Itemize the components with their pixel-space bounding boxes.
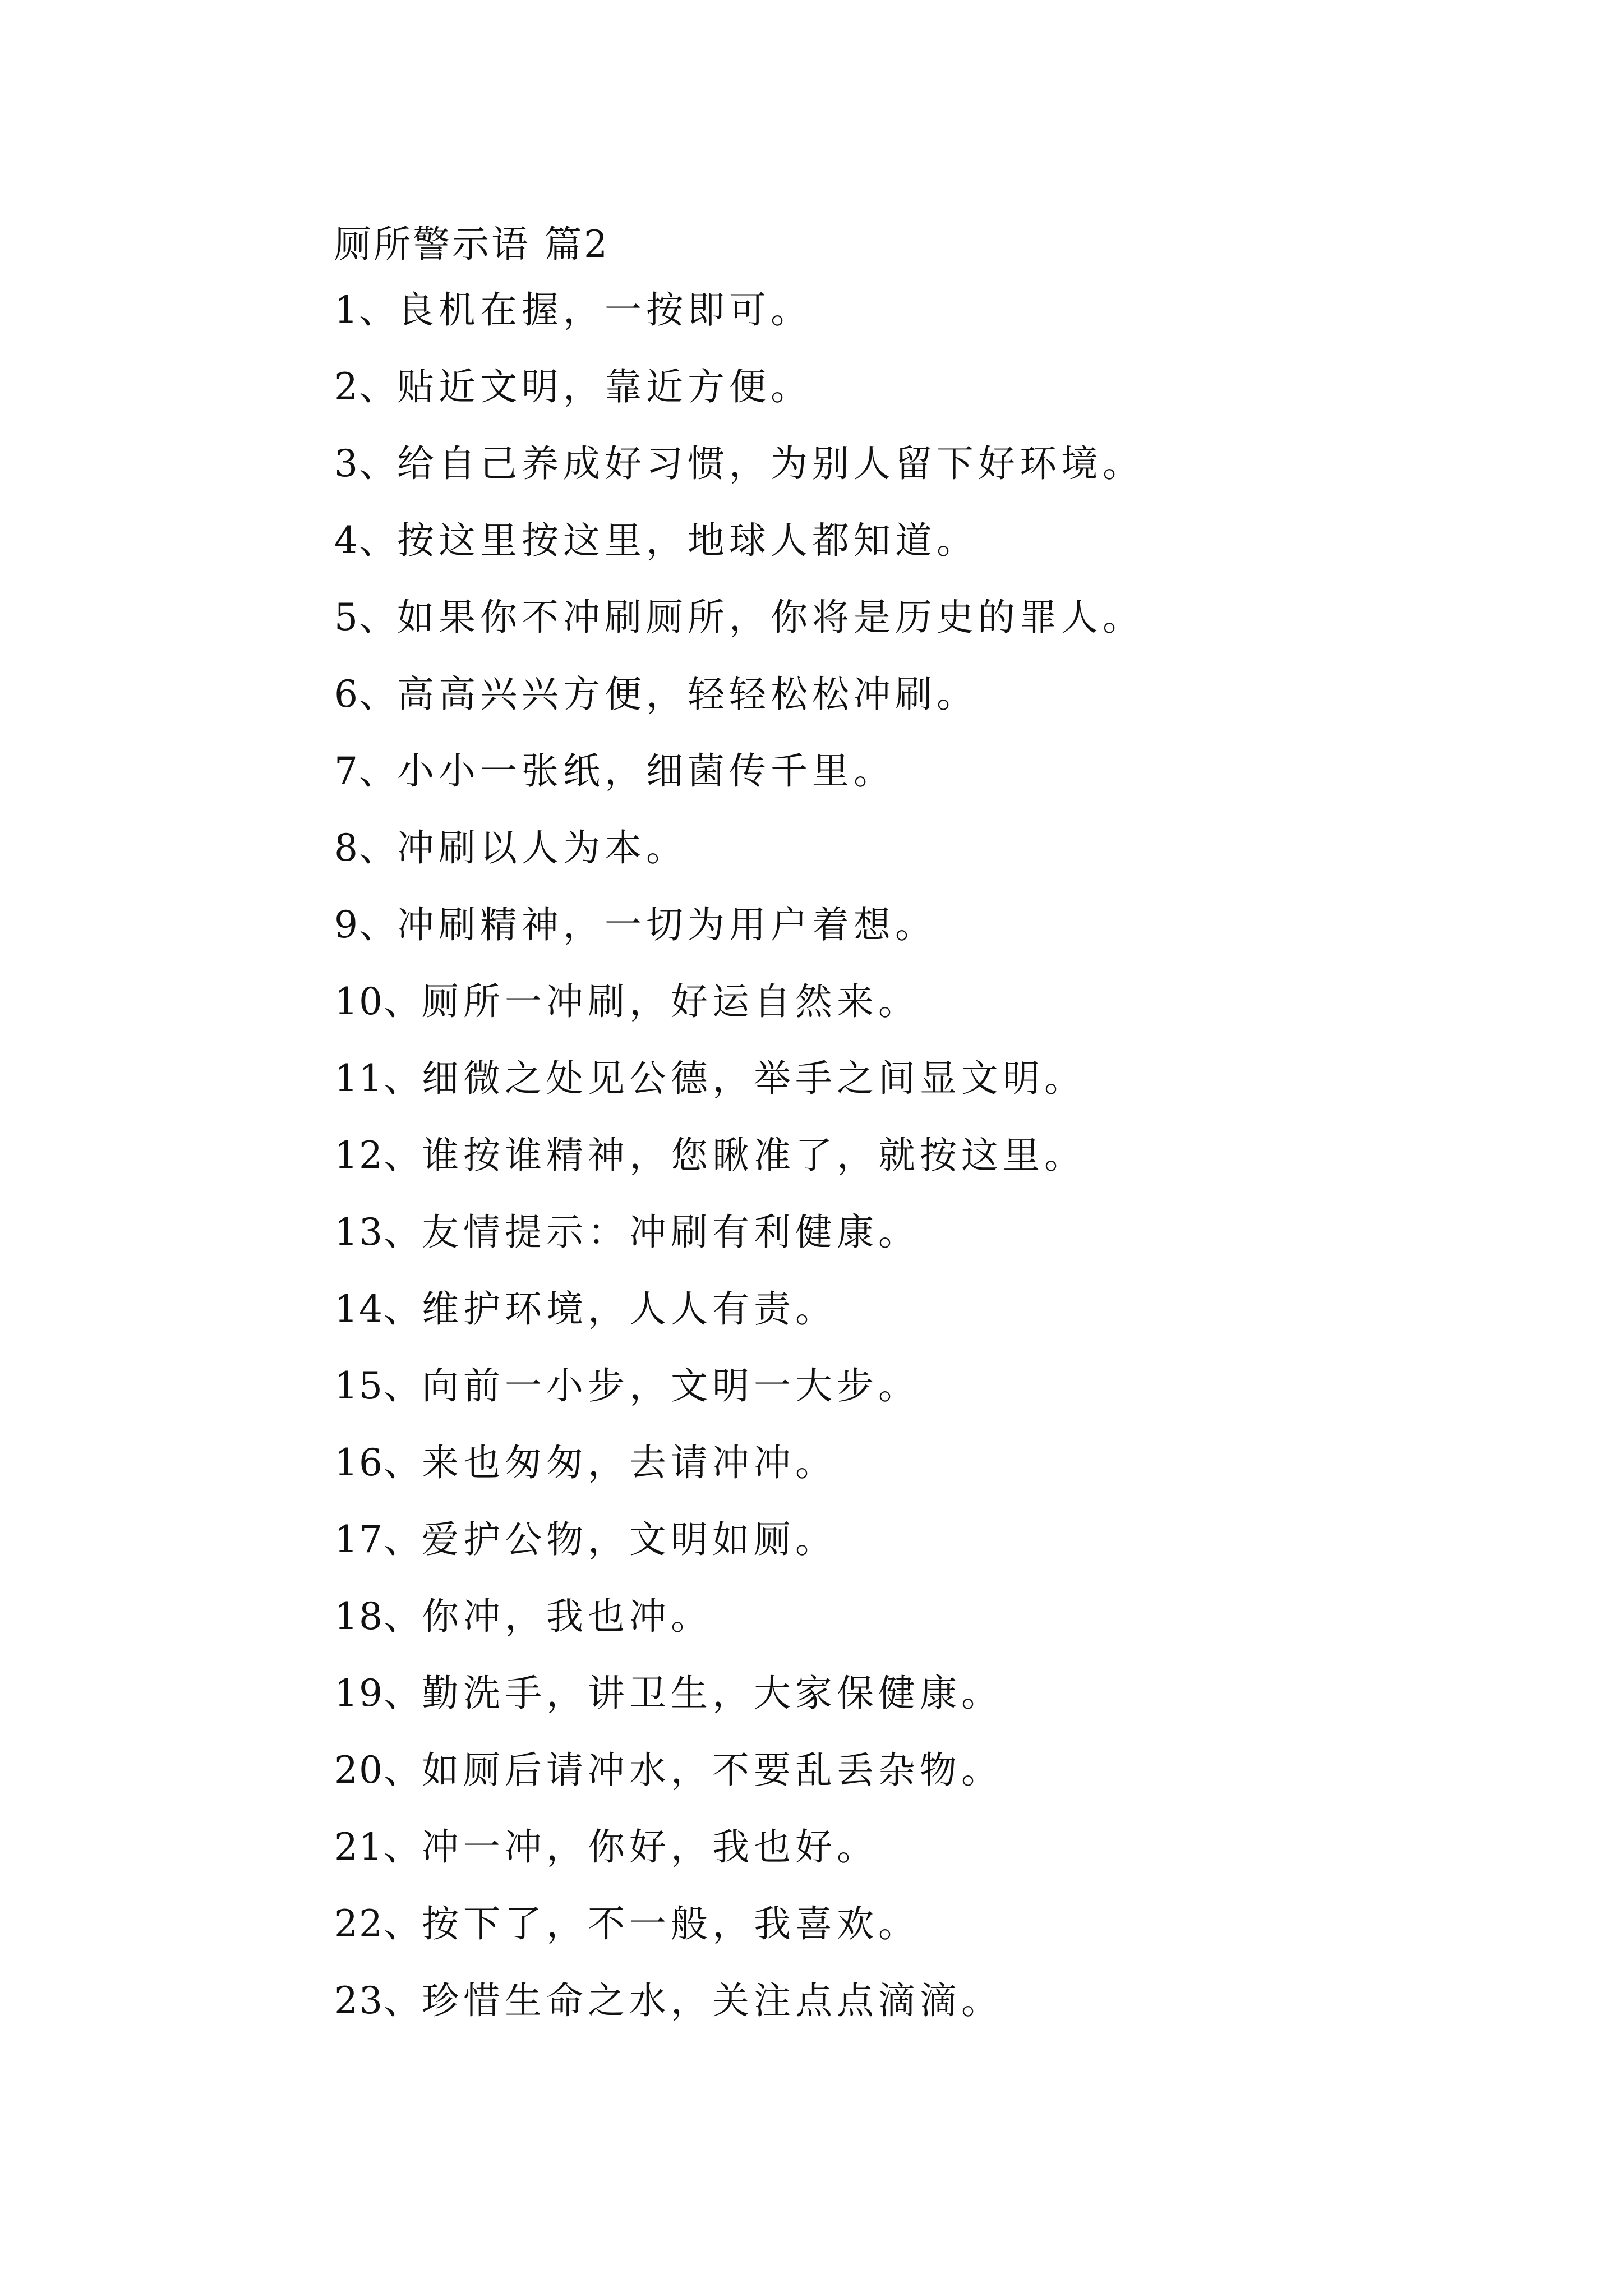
slogan-number: 3、	[334, 442, 397, 485]
slogan-number: 18、	[334, 1595, 422, 1638]
slogan-item	[334, 1194, 1512, 1271]
slogan-text: 维护环境，人人有责。	[421, 1287, 837, 1331]
slogan-number: 8、	[334, 826, 397, 869]
slogan-number: 6、	[334, 673, 397, 716]
slogan-text: 来也匆匆，去请冲冲。	[421, 1441, 837, 1484]
slogan-item	[334, 1732, 1512, 1809]
slogan-number: 10、	[334, 980, 422, 1023]
slogan-item	[334, 502, 1512, 579]
slogan-text: 按下了，不一般，我喜欢。	[421, 1902, 920, 1945]
slogan-number: 5、	[334, 596, 397, 639]
slogan-item	[334, 1885, 1512, 1962]
slogan-number: 17、	[334, 1518, 422, 1561]
slogan-text: 小小一张纸，细菌传千里。	[397, 749, 895, 793]
slogan-text: 冲刷以人为本。	[397, 826, 688, 869]
slogan-text: 谁按谁精神，您瞅准了，就按这里。	[421, 1134, 1086, 1177]
slogan-number: 7、	[334, 749, 397, 793]
slogan-number: 22、	[334, 1902, 422, 1945]
slogan-number: 2、	[334, 365, 397, 408]
slogan-text: 冲刷精神，一切为用户着想。	[397, 903, 937, 946]
slogan-item	[334, 886, 1512, 963]
slogan-number: 9、	[334, 903, 397, 946]
slogan-item	[334, 1347, 1512, 1424]
slogan-item	[334, 1809, 1512, 1885]
slogan-item	[334, 1655, 1512, 1732]
slogan-number: 19、	[334, 1672, 422, 1715]
slogan-text: 勤洗手，讲卫生，大家保健康。	[421, 1672, 1003, 1715]
slogan-item	[334, 963, 1512, 1040]
slogan-number: 14、	[334, 1287, 422, 1331]
slogan-number: 16、	[334, 1441, 422, 1484]
slogan-text: 爱护公物，文明如厕。	[421, 1518, 837, 1561]
slogan-item	[334, 348, 1512, 425]
slogan-item	[334, 1117, 1512, 1194]
slogan-text: 你冲，我也冲。	[421, 1595, 712, 1638]
slogan-text: 向前一小步，文明一大步。	[421, 1364, 920, 1407]
slogan-text: 珍惜生命之水，关注点点滴滴。	[421, 1979, 1003, 2022]
slogan-item	[334, 1962, 1512, 2039]
slogan-item	[334, 809, 1512, 886]
document-body	[334, 218, 1512, 2039]
slogan-number: 15、	[334, 1364, 422, 1407]
slogan-list	[334, 272, 1512, 2039]
slogan-text: 高高兴兴方便，轻轻松松冲刷。	[397, 673, 978, 716]
slogan-item	[334, 425, 1512, 502]
document-title: 厕所警示语 篇2	[334, 223, 610, 266]
slogan-number: 4、	[334, 519, 397, 562]
slogan-item	[334, 272, 1512, 348]
slogan-text: 按这里按这里，地球人都知道。	[397, 519, 978, 562]
slogan-text: 贴近文明，靠近方便。	[397, 365, 812, 408]
slogan-item	[334, 1578, 1512, 1655]
slogan-text: 友情提示：冲刷有利健康。	[421, 1211, 920, 1254]
slogan-item	[334, 1040, 1512, 1117]
slogan-item	[334, 1424, 1512, 1501]
slogan-text: 给自己养成好习惯，为别人留下好环境。	[397, 442, 1144, 485]
slogan-item	[334, 579, 1512, 656]
slogan-number: 21、	[334, 1825, 422, 1869]
slogan-number: 12、	[334, 1134, 422, 1177]
slogan-item	[334, 656, 1512, 733]
slogan-text: 厕所一冲刷，好运自然来。	[421, 980, 920, 1023]
slogan-number: 23、	[334, 1979, 422, 2022]
slogan-text: 细微之处见公德，举手之间显文明。	[421, 1057, 1086, 1100]
slogan-number: 13、	[334, 1211, 422, 1254]
slogan-number: 20、	[334, 1749, 422, 1792]
slogan-item	[334, 733, 1512, 809]
slogan-text: 良机在握，一按即可。	[397, 288, 812, 332]
slogan-item	[334, 1501, 1512, 1578]
slogan-text: 冲一冲，你好，我也好。	[421, 1825, 878, 1869]
slogan-text: 如果你不冲刷厕所，你将是历史的罪人。	[397, 596, 1144, 639]
slogan-text: 如厕后请冲水，不要乱丢杂物。	[421, 1749, 1003, 1792]
slogan-number: 11、	[334, 1057, 422, 1100]
slogan-number: 1、	[334, 288, 397, 332]
slogan-item	[334, 1271, 1512, 1347]
